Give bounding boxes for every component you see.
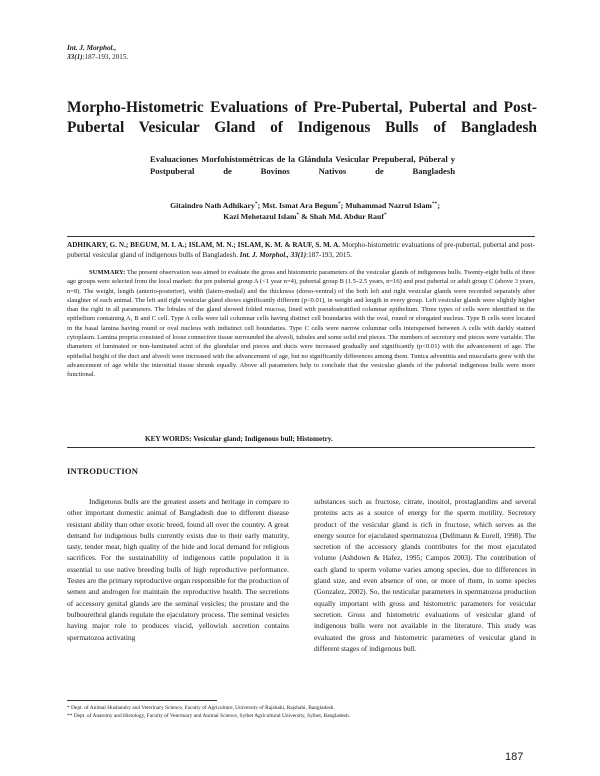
summary-text: The present observation was aimed to evaluate the gross and histometric parameters of the vesicular glands of indigenous bulls. Twenty-eight bulls of three age groups were selected from the local market: the pre pubertal group A (<1 year n=4), pubertal group B (1.5–2.5 years, n=16) and post pubertal or adult group C (above 3 years, n=8). The weight, length (anterio-posterior), width (latero-medial) and the thickness (dorso-ventral) of the both left and right vesicular glands were recorded separately after slaughter of each animal. The left and right vesicular gland shows significantly different (p<0.01), in weight and length in every group. Left vesicular glands were slightly higher than the right in all parameters. The lobules of the gland showed folded mucosa, lined with pseudostratified columnar epithelium. Three types of cells were identified in the epithelium containing A, B and C cell. Type A cells were tall columnar cells having distinct cell boundaries with the oval, round or elongated nucleus. Type B cells were located in the basal lamina having round or oval nucleus with indistinct cell boundaries. Type C cells were narrow columnar cells interspersed between A cells with darkly stained cytoplasm. Lamina propria consisted of loose connective tissue surrounded the alveoli, tubules and some solid end pieces. The numbers of secretory end pieces were variable. The diameters of luminated or non-luminated acini of the glandular end pieces and ducts were increased gradually and significantly (p<0.01) with the advancement of age. The epithelial height of the duct and alveoli were increased with the advancement of age, but no significantly differences among them. Tunica adventitia and muscularis grew with the advancement of age while the intersitial tissue shrunk equally. Above all parameters help to conclude that the vesicular glands of the pubertal indigenous bulls were more functional. [67,269,535,379]
summary-label: SUMMARY: [89,269,126,276]
author-name: Gitaindro Nath Adhikary [170,201,255,210]
paper-subtitle-spanish: Evaluaciones Morfohistométricas de la Glándula Vesicular Prepuberal, Púberal y Postpuberal de Bovinos Nativos de Bangladesh [150,154,455,176]
intro-column-left: Indigenous bulls are the greatest assets and heritage in compare to other important domestic animal of Bangladesh due to different disease resistant ability than other exotic breed, found all over the country. A great demand for indigenous bulls currently exists due to their early maturity, tasty, tender meat, high quality of the hide and local demand for religious sacrifices. For the sustainability of indigenous cattle population it is essential to use native breeding bulls of high reproductive performance. Testes are the primary reproductive organ responsible for the production of semen and androgen for maintain the reproductive health. The secretions of accessory genital glands are the seminal vesicles; the prostate and the bulbourethral glands regulate the ejaculatory process. The seminal vesicles having major role to produces viscid, yellowish secretion contains spermatozoa activating [67,497,289,642]
intro-column-right: substances such as fructose, citrate, inositol, prostaglandins and several proteins acts as a source of energy for the sperm motility. Secretory product of the vesicular gland is rich in fructose, which serves as the energy source for ejaculated spermatozoa (Dellmann & Eurell, 1998). The secretion of the accessory glands contributes for the most ejaculated volume (Ashdown & Hafez, 1995; Campos 2003). The contribution of each gland to sperm volume varies among species, due to differences in gland size, and even absence of one, or more of them, in some species (Gonzalez, 2002). So, the testicular parameters in spermatozoa production equally important with gross and histometric parameters for vesicular secretion. Gross and histometric evaluations of vesicular gland of indigenous bulls were not available in the literature. This study was evaluated the gross and histometric parameters of vesicular gland in different stages of indigenous bull. [314,497,536,653]
author-name: & Shah Md. Abdur Rauf [299,212,384,221]
paper-title: Morpho-Histometric Evaluations of Pre-Pubertal, Pubertal and Post-Pubertal Vesicular Gland of Indigenous Bulls of Bangladesh [67,99,537,136]
bottom-divider [67,447,535,448]
top-divider [67,236,535,237]
affiliation-mark: * [254,201,258,207]
author-separator: ; [437,201,440,210]
affiliation-mark: * [296,212,300,218]
keywords-text: Vesicular gland; Indigenous bull; Histometry. [191,435,333,443]
footnote-affiliation-1: * Dept. of Animal Husbandry and Veterinary Science, Faculty of Agriculture, University of Rajshahi, Rajshahi, Bangladesh. [67,705,335,711]
author-list [150,200,460,222]
affiliation-mark: * [337,201,341,207]
footnotes [67,704,537,720]
journal-volume: 33(1) [67,53,83,61]
author-line-2 [150,211,460,222]
keywords-label: KEY WORDS: [145,435,192,443]
citation-block [67,240,535,260]
author-name: Kazi Mehetazul Islam [223,212,297,221]
affiliation-mark: * [384,212,387,218]
author-name: ; Mst. Ismat Ara Begum [257,201,338,210]
author-name: ; Muhammad Nazrul Islam [340,201,432,210]
affiliation-mark: ** [431,201,438,207]
citation-journal: Int. J. Morphol., 33(1) [239,251,307,259]
citation-text: Morpho-histometric evaluations of pre-pubertal, pubertal and post-pubertal vesicular gland of indigenous bulls of Bangladesh. [67,241,535,259]
journal-pages: :187-193, 2015. [82,53,129,61]
author-line-1 [150,200,460,211]
footnote-divider [67,700,217,701]
citation-authors: ADHIKARY, G. N.; BEGUM, M. I. A.; ISLAM, M. N.; ISLAM, K. M. & RAUF, S. M. A. [67,241,341,249]
citation-pages: :187-193, 2015. [306,251,352,259]
page-number: 187 [505,751,524,763]
journal-header [67,44,128,62]
abstract-summary [67,268,535,380]
footnote-affiliation-2: ** Dept. of Anatomy and Histology, Faculty of Veterinary and Animal Science, Sylhet Agricultural University, Sylhet, Bangladesh. [67,713,351,719]
journal-volume-line [67,53,128,62]
section-heading-introduction: INTRODUCTION [67,466,139,476]
keywords [145,434,333,444]
journal-name: Int. J. Morphol., [67,44,117,52]
